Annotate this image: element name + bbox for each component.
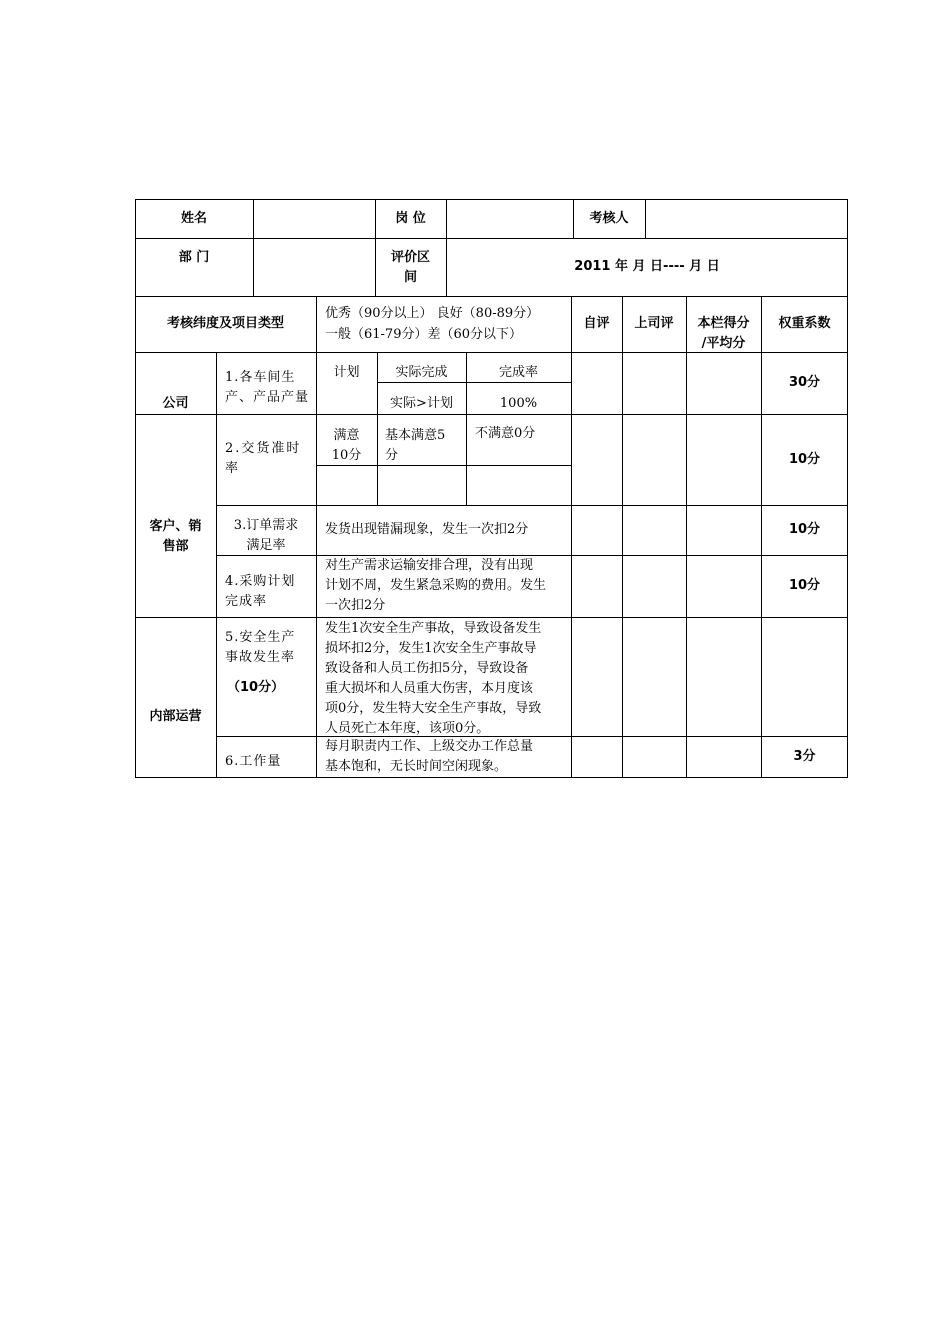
period-label: 评价区 间 — [390, 250, 430, 285]
r4-weight: 10分 — [788, 578, 821, 593]
group-customer-sales: 客户、销 售部 — [149, 519, 202, 554]
score-header: 本栏得分 /平均分 — [697, 316, 750, 351]
r2-basic-satisfied: 基本满意5 分 — [385, 428, 446, 463]
dept-label: 部 门 — [178, 250, 210, 265]
dept-field[interactable] — [255, 242, 373, 294]
item-3-label: 3.订单需求 满足率 — [233, 518, 299, 553]
name-field[interactable] — [255, 203, 373, 235]
r3-self-eval-cell[interactable] — [572, 506, 622, 555]
item-5-note: （10分） — [227, 680, 285, 695]
assessor-field[interactable] — [647, 203, 845, 235]
period-value[interactable]: 2011 年 月 日---- 月 日 — [574, 259, 720, 274]
r6-weight: 3分 — [793, 749, 816, 764]
r1-rate-label: 完成率 — [498, 365, 538, 380]
boss-eval-header: 上司评 — [634, 316, 674, 331]
r1-score-cell[interactable] — [687, 353, 761, 414]
item-2-label: 2.交货准时 率 — [225, 441, 302, 476]
r2-self-eval-cell[interactable] — [572, 415, 622, 505]
group-internal-ops: 内部运营 — [149, 709, 202, 724]
r6-score-cell[interactable] — [687, 737, 761, 777]
item-6-label: 6.工作量 — [225, 754, 282, 769]
assessment-form — [135, 199, 848, 778]
group-company: 公司 — [162, 396, 189, 411]
r6-criteria: 每月职责内工作、上级交办工作总量 基本饱和，无长时间空闲现象。 — [325, 739, 534, 774]
dimension-header: 考核纬度及项目类型 — [166, 316, 284, 331]
self-eval-header: 自评 — [583, 316, 610, 331]
r5-criteria: 发生1次安全生产事故，导致设备发生 损坏扣2分，发生1次安全生产事故导 致设备和人员工伤扣5分，导致设备 重大损坏和人员重大伤害，本月度该 项0分，发生特大安全生产事故，导致 人员死亡本年度，该项0分。 — [325, 621, 542, 736]
r5-score-cell[interactable] — [687, 618, 761, 736]
item-5-label: 5.安全生产 事故发生率 — [225, 630, 296, 665]
r4-boss-eval-cell[interactable] — [623, 556, 686, 617]
r4-score-cell[interactable] — [687, 556, 761, 617]
r1-boss-eval-cell[interactable] — [623, 353, 686, 414]
name-label: 姓名 — [180, 211, 207, 226]
scale-line-1: 优秀（90分以上） 良好（80-89分） — [325, 306, 540, 321]
post-field[interactable] — [448, 203, 572, 235]
r1-weight: 30分 — [788, 375, 821, 390]
r1-self-eval-cell[interactable] — [572, 353, 622, 414]
r4-criteria: 对生产需求运输安排合理，没有出现 计划不周，发生紧急采购的费用。发生 一次扣2分 — [325, 558, 547, 613]
r1-actual-condition: 实际>计划 — [390, 396, 453, 411]
r5-self-eval-cell[interactable] — [572, 618, 622, 736]
r2-boss-eval-cell[interactable] — [623, 415, 686, 505]
r5-boss-eval-cell[interactable] — [623, 618, 686, 736]
r2-satisfied: 满意 10分 — [331, 428, 362, 463]
r1-rate-value: 100% — [499, 396, 538, 411]
item-4-label: 4.采购计划 完成率 — [225, 574, 296, 609]
assessor-label: 考核人 — [589, 211, 629, 226]
r2-weight: 10分 — [788, 452, 821, 467]
item-1-label: 1.各车间生 产、产品产量 — [225, 370, 310, 405]
scale-line-2: 一般（61-79分）差（60分以下） — [325, 327, 523, 342]
weight-header: 权重系数 — [778, 316, 831, 331]
r3-boss-eval-cell[interactable] — [623, 506, 686, 555]
r2-score-cell[interactable] — [687, 415, 761, 505]
r6-boss-eval-cell[interactable] — [623, 737, 686, 777]
r6-self-eval-cell[interactable] — [572, 737, 622, 777]
post-label: 岗 位 — [395, 211, 426, 226]
r1-actual-label: 实际完成 — [395, 365, 448, 380]
r3-weight: 10分 — [788, 522, 821, 537]
r1-plan-label: 计划 — [333, 365, 360, 380]
r2-unsatisfied: 不满意0分 — [475, 426, 536, 441]
r3-score-cell[interactable] — [687, 506, 761, 555]
r4-self-eval-cell[interactable] — [572, 556, 622, 617]
r3-criteria: 发货出现错漏现象，发生一次扣2分 — [325, 522, 529, 537]
